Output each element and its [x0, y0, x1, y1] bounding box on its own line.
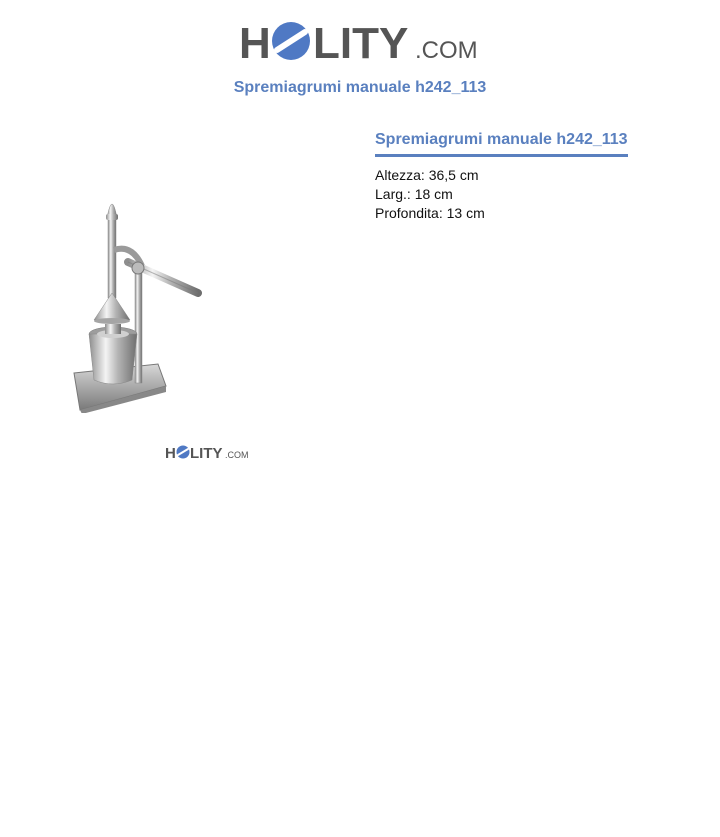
spec-row-larghezza: Larg.: 18 cm [375, 186, 453, 202]
product-info [375, 131, 705, 223]
product-title: Spremiagrumi manuale h242_113 [375, 131, 628, 157]
spec-label: Profondita [375, 205, 439, 221]
spec-value: 18 cm [414, 186, 453, 202]
holity-logo[interactable] [239, 12, 484, 68]
manual-citrus-juicer-image [66, 188, 206, 413]
watermark-suffix-com: .COM [225, 450, 249, 460]
spec-label: Larg. [375, 186, 407, 202]
logo-letter-h: H [239, 19, 271, 68]
watermark-letter-h: H [165, 445, 176, 462]
holity-o-mark-icon [272, 22, 310, 60]
holity-watermark-logo [165, 442, 251, 462]
spec-label: Altezza [375, 167, 421, 183]
page-title: Spremiagrumi manuale h242_113 [233, 79, 487, 96]
logo-suffix-com: .COM [415, 37, 478, 64]
logo-letters-lity: LITY [313, 19, 409, 68]
holity-o-mark-icon [177, 446, 190, 459]
spec-row-profondita: Profondita: 13 cm [375, 205, 485, 221]
spec-value: 13 cm [446, 205, 485, 221]
watermark-letters-lity: LITY [190, 445, 223, 462]
spec-value: 36,5 cm [428, 167, 479, 183]
product-image [66, 188, 206, 413]
holity-logo-graphic [239, 12, 484, 68]
spec-list [375, 166, 705, 223]
holity-watermark-graphic [165, 442, 251, 462]
spec-row-altezza: Altezza: 36,5 cm [375, 167, 479, 183]
